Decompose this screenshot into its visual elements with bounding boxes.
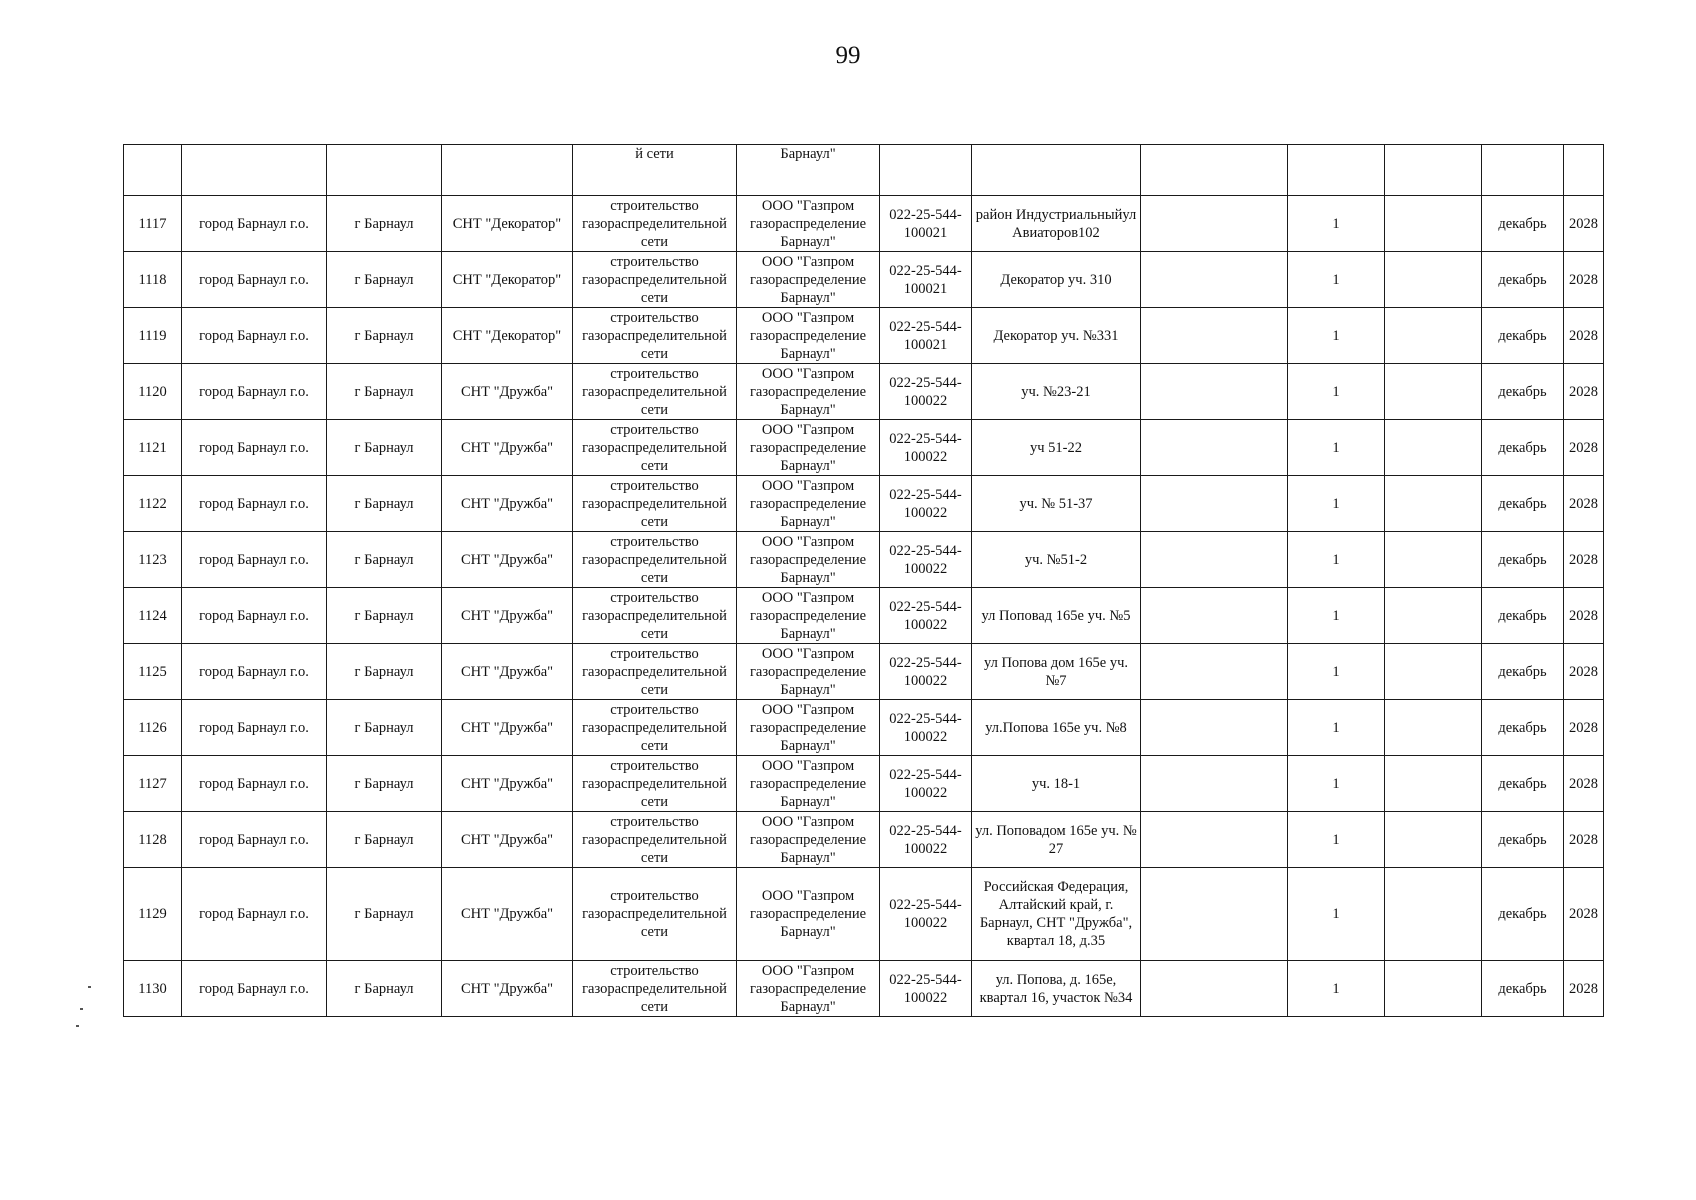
cell-owner: Барнаул" <box>737 145 880 196</box>
cell-address: район Индустриальныйул Авиаторов102 <box>972 196 1141 252</box>
cell-code: 022-25-544-100022 <box>880 364 972 420</box>
cell-owner: ООО "Газпром газораспределение Барнаул" <box>737 364 880 420</box>
cell-blank-1 <box>1141 868 1288 961</box>
cell-snt: СНТ "Декоратор" <box>442 308 573 364</box>
cell-owner: ООО "Газпром газораспределение Барнаул" <box>737 308 880 364</box>
scan-speck <box>88 986 91 988</box>
cell-count: 1 <box>1288 364 1385 420</box>
cell-month: декабрь <box>1482 812 1564 868</box>
cell-owner: ООО "Газпром газораспределение Барнаул" <box>737 588 880 644</box>
cell-district: город Барнаул г.о. <box>182 420 327 476</box>
cell-month: декабрь <box>1482 308 1564 364</box>
cell-district: город Барнаул г.о. <box>182 588 327 644</box>
cell-owner: ООО "Газпром газораспределение Барнаул" <box>737 756 880 812</box>
cell-blank-2 <box>1385 588 1482 644</box>
cell-year: 2028 <box>1564 756 1604 812</box>
table-row <box>124 961 1604 1017</box>
cell-district: город Барнаул г.о. <box>182 308 327 364</box>
cell-code: 022-25-544-100022 <box>880 700 972 756</box>
cell-month: декабрь <box>1482 644 1564 700</box>
cell-blank-1 <box>1141 961 1288 1017</box>
cell-work: строительство газораспределительной сети <box>573 644 737 700</box>
cell-address: Декоратор уч. 310 <box>972 252 1141 308</box>
cell-blank-2 <box>1385 961 1482 1017</box>
cell-code: 022-25-544-100021 <box>880 196 972 252</box>
cell-settlement: г Барнаул <box>327 308 442 364</box>
cell-address: уч 51-22 <box>972 420 1141 476</box>
cell-work: строительство газораспределительной сети <box>573 196 737 252</box>
cell-work: строительство газораспределительной сети <box>573 756 737 812</box>
cell-count: 1 <box>1288 961 1385 1017</box>
cell-year: 2028 <box>1564 532 1604 588</box>
cell-code: 022-25-544-100021 <box>880 308 972 364</box>
cell-count: 1 <box>1288 868 1385 961</box>
cell-owner: ООО "Газпром газораспределение Барнаул" <box>737 961 880 1017</box>
cell-num: 1129 <box>124 868 182 961</box>
cell-snt: СНТ "Дружба" <box>442 420 573 476</box>
cell-snt <box>442 145 573 196</box>
cell-blank-1 <box>1141 756 1288 812</box>
cell-settlement: г Барнаул <box>327 961 442 1017</box>
cell-owner: ООО "Газпром газораспределение Барнаул" <box>737 868 880 961</box>
cell-district: город Барнаул г.о. <box>182 644 327 700</box>
cell-year: 2028 <box>1564 476 1604 532</box>
cell-code: 022-25-544-100022 <box>880 588 972 644</box>
cell-month: декабрь <box>1482 588 1564 644</box>
cell-year <box>1564 145 1604 196</box>
cell-num: 1122 <box>124 476 182 532</box>
cell-work: строительство газораспределительной сети <box>573 532 737 588</box>
cell-address: уч. №23-21 <box>972 364 1141 420</box>
cell-blank-1 <box>1141 644 1288 700</box>
cell-num: 1123 <box>124 532 182 588</box>
cell-month: декабрь <box>1482 868 1564 961</box>
cell-address: уч. №51-2 <box>972 532 1141 588</box>
cell-code: 022-25-544-100022 <box>880 476 972 532</box>
cell-year: 2028 <box>1564 196 1604 252</box>
cell-work: строительство газораспределительной сети <box>573 364 737 420</box>
cell-address: ул.Попова 165е уч. №8 <box>972 700 1141 756</box>
cell-blank-1 <box>1141 532 1288 588</box>
table-row <box>124 308 1604 364</box>
cell-work: строительство газораспределительной сети <box>573 252 737 308</box>
cell-count: 1 <box>1288 812 1385 868</box>
cell-month: декабрь <box>1482 532 1564 588</box>
cell-settlement: г Барнаул <box>327 532 442 588</box>
scan-speck <box>80 1008 83 1010</box>
cell-settlement: г Барнаул <box>327 196 442 252</box>
cell-month: декабрь <box>1482 196 1564 252</box>
cell-count: 1 <box>1288 476 1385 532</box>
cell-blank-2 <box>1385 476 1482 532</box>
cell-blank-1 <box>1141 252 1288 308</box>
cell-work: строительство газораспределительной сети <box>573 700 737 756</box>
cell-year: 2028 <box>1564 961 1604 1017</box>
scan-speck <box>76 1025 79 1027</box>
cell-owner: ООО "Газпром газораспределение Барнаул" <box>737 420 880 476</box>
cell-num: 1121 <box>124 420 182 476</box>
cell-district: город Барнаул г.о. <box>182 252 327 308</box>
cell-blank-2 <box>1385 364 1482 420</box>
cell-snt: СНТ "Дружба" <box>442 756 573 812</box>
cell-blank-2 <box>1385 644 1482 700</box>
registry-table <box>123 144 1604 1017</box>
cell-year: 2028 <box>1564 364 1604 420</box>
cell-settlement: г Барнаул <box>327 812 442 868</box>
cell-blank-1 <box>1141 420 1288 476</box>
cell-blank-2 <box>1385 532 1482 588</box>
cell-address: ул Поповад 165е уч. №5 <box>972 588 1141 644</box>
cell-work: строительство газораспределительной сети <box>573 961 737 1017</box>
cell-year: 2028 <box>1564 812 1604 868</box>
cell-num: 1117 <box>124 196 182 252</box>
cell-work: й сети <box>573 145 737 196</box>
cell-work: строительство газораспределительной сети <box>573 812 737 868</box>
cell-code: 022-25-544-100022 <box>880 961 972 1017</box>
cell-district: город Барнаул г.о. <box>182 700 327 756</box>
cell-snt: СНТ "Дружба" <box>442 476 573 532</box>
cell-settlement: г Барнаул <box>327 420 442 476</box>
cell-settlement: г Барнаул <box>327 476 442 532</box>
table-row <box>124 644 1604 700</box>
cell-blank-2 <box>1385 196 1482 252</box>
cell-settlement: г Барнаул <box>327 588 442 644</box>
cell-settlement: г Барнаул <box>327 644 442 700</box>
cell-blank-1 <box>1141 476 1288 532</box>
cell-district: город Барнаул г.о. <box>182 532 327 588</box>
cell-year: 2028 <box>1564 420 1604 476</box>
cell-address: Российская Федерация, Алтайский край, г. Барнаул, СНТ "Дружба", квартал 18, д.35 <box>972 868 1141 961</box>
cell-district: город Барнаул г.о. <box>182 812 327 868</box>
cell-code: 022-25-544-100022 <box>880 756 972 812</box>
cell-count: 1 <box>1288 700 1385 756</box>
cell-snt: СНТ "Дружба" <box>442 812 573 868</box>
cell-owner: ООО "Газпром газораспределение Барнаул" <box>737 476 880 532</box>
cell-snt: СНТ "Дружба" <box>442 868 573 961</box>
cell-snt: СНТ "Декоратор" <box>442 196 573 252</box>
cell-district: город Барнаул г.о. <box>182 868 327 961</box>
cell-address: ул. Попова, д. 165е, квартал 16, участок №34 <box>972 961 1141 1017</box>
cell-blank-1 <box>1141 364 1288 420</box>
cell-year: 2028 <box>1564 700 1604 756</box>
cell-district: город Барнаул г.о. <box>182 961 327 1017</box>
cell-num: 1119 <box>124 308 182 364</box>
table-row <box>124 868 1604 961</box>
table-row <box>124 420 1604 476</box>
cell-settlement: г Барнаул <box>327 868 442 961</box>
cell-month: декабрь <box>1482 420 1564 476</box>
cell-work: строительство газораспределительной сети <box>573 476 737 532</box>
cell-owner: ООО "Газпром газораспределение Барнаул" <box>737 644 880 700</box>
cell-month <box>1482 145 1564 196</box>
cell-work: строительство газораспределительной сети <box>573 420 737 476</box>
cell-year: 2028 <box>1564 252 1604 308</box>
cell-owner: ООО "Газпром газораспределение Барнаул" <box>737 252 880 308</box>
cell-owner: ООО "Газпром газораспределение Барнаул" <box>737 532 880 588</box>
cell-district: город Барнаул г.о. <box>182 756 327 812</box>
cell-blank-2 <box>1385 420 1482 476</box>
cell-owner: ООО "Газпром газораспределение Барнаул" <box>737 196 880 252</box>
cell-settlement: г Барнаул <box>327 700 442 756</box>
table-row <box>124 196 1604 252</box>
cell-code: 022-25-544-100022 <box>880 868 972 961</box>
cell-num: 1130 <box>124 961 182 1017</box>
table-row <box>124 812 1604 868</box>
cell-code: 022-25-544-100022 <box>880 420 972 476</box>
table-row <box>124 700 1604 756</box>
cell-work: строительство газораспределительной сети <box>573 308 737 364</box>
cell-num: 1124 <box>124 588 182 644</box>
cell-blank-2 <box>1385 700 1482 756</box>
cell-blank-1 <box>1141 145 1288 196</box>
cell-district: город Барнаул г.о. <box>182 196 327 252</box>
cell-code: 022-25-544-100022 <box>880 644 972 700</box>
cell-blank-1 <box>1141 588 1288 644</box>
cell-work: строительство газораспределительной сети <box>573 868 737 961</box>
cell-settlement <box>327 145 442 196</box>
table-body <box>124 145 1604 1017</box>
cell-work: строительство газораспределительной сети <box>573 588 737 644</box>
cell-year: 2028 <box>1564 644 1604 700</box>
table-row <box>124 588 1604 644</box>
cell-num: 1120 <box>124 364 182 420</box>
cell-year: 2028 <box>1564 308 1604 364</box>
cell-owner: ООО "Газпром газораспределение Барнаул" <box>737 812 880 868</box>
cell-month: декабрь <box>1482 252 1564 308</box>
cell-code <box>880 145 972 196</box>
cell-snt: СНТ "Дружба" <box>442 532 573 588</box>
table-row <box>124 532 1604 588</box>
cell-settlement: г Барнаул <box>327 756 442 812</box>
cell-snt: СНТ "Дружба" <box>442 961 573 1017</box>
cell-count: 1 <box>1288 644 1385 700</box>
cell-district <box>182 145 327 196</box>
cell-month: декабрь <box>1482 700 1564 756</box>
table-row <box>124 476 1604 532</box>
cell-snt: СНТ "Дружба" <box>442 364 573 420</box>
cell-num <box>124 145 182 196</box>
cell-district: город Барнаул г.о. <box>182 364 327 420</box>
cell-blank-2 <box>1385 308 1482 364</box>
cell-address: уч. 18-1 <box>972 756 1141 812</box>
page-number: 99 <box>835 42 861 69</box>
cell-count: 1 <box>1288 196 1385 252</box>
cell-blank-2 <box>1385 868 1482 961</box>
cell-month: декабрь <box>1482 961 1564 1017</box>
cell-num: 1118 <box>124 252 182 308</box>
cell-num: 1128 <box>124 812 182 868</box>
cell-code: 022-25-544-100021 <box>880 252 972 308</box>
cell-count: 1 <box>1288 252 1385 308</box>
cell-snt: СНТ "Дружба" <box>442 700 573 756</box>
cell-address: Декоратор уч. №331 <box>972 308 1141 364</box>
cell-year: 2028 <box>1564 588 1604 644</box>
cell-blank-2 <box>1385 252 1482 308</box>
cell-month: декабрь <box>1482 476 1564 532</box>
cell-num: 1127 <box>124 756 182 812</box>
cell-blank-2 <box>1385 145 1482 196</box>
cell-owner: ООО "Газпром газораспределение Барнаул" <box>737 700 880 756</box>
cell-address: уч. № 51-37 <box>972 476 1141 532</box>
table-row <box>124 252 1604 308</box>
table-row <box>124 756 1604 812</box>
cell-blank-1 <box>1141 812 1288 868</box>
cell-snt: СНТ "Дружба" <box>442 588 573 644</box>
cell-blank-1 <box>1141 196 1288 252</box>
cell-snt: СНТ "Дружба" <box>442 644 573 700</box>
cell-snt: СНТ "Декоратор" <box>442 252 573 308</box>
cell-count: 1 <box>1288 420 1385 476</box>
cell-blank-1 <box>1141 700 1288 756</box>
cell-blank-1 <box>1141 308 1288 364</box>
cell-count: 1 <box>1288 532 1385 588</box>
cell-count: 1 <box>1288 756 1385 812</box>
cell-settlement: г Барнаул <box>327 252 442 308</box>
cell-month: декабрь <box>1482 364 1564 420</box>
cell-code: 022-25-544-100022 <box>880 532 972 588</box>
cell-month: декабрь <box>1482 756 1564 812</box>
cell-count: 1 <box>1288 588 1385 644</box>
cell-count: 1 <box>1288 308 1385 364</box>
cell-code: 022-25-544-100022 <box>880 812 972 868</box>
cell-blank-2 <box>1385 756 1482 812</box>
cell-district: город Барнаул г.о. <box>182 476 327 532</box>
cell-address: ул. Поповадом 165е уч. № 27 <box>972 812 1141 868</box>
table-row <box>124 364 1604 420</box>
cell-year: 2028 <box>1564 868 1604 961</box>
continuation-row <box>124 145 1604 196</box>
cell-count <box>1288 145 1385 196</box>
cell-num: 1125 <box>124 644 182 700</box>
cell-address: ул Попова дом 165е уч. №7 <box>972 644 1141 700</box>
cell-settlement: г Барнаул <box>327 364 442 420</box>
cell-blank-2 <box>1385 812 1482 868</box>
cell-address <box>972 145 1141 196</box>
cell-num: 1126 <box>124 700 182 756</box>
